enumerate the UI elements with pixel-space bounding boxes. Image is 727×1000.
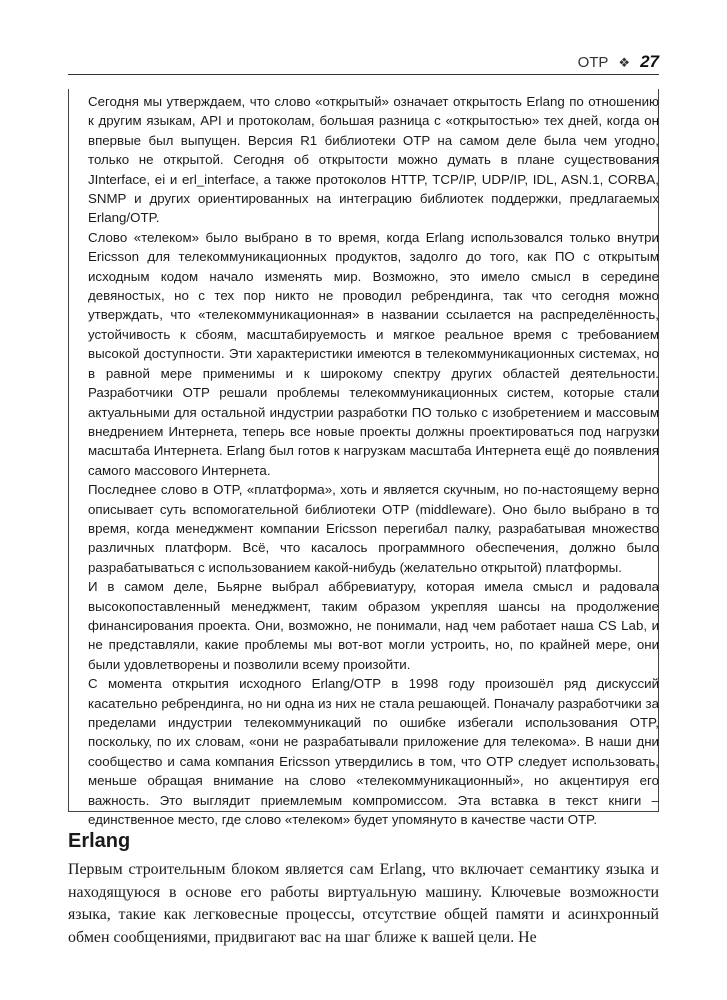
header-right [578, 52, 659, 72]
sidebar-text [88, 92, 659, 829]
sidebar-paragraph: Сегодня мы утверждаем, что слово «открытый» означает открытость Erlang по отношению к другим языкам, API и протоколам, большая разница с «открытостью» тех дней, когда он впервые был выпущен. Версия R1 библиотеки OTP на самом деле была чем угодно, только не открытой. Сегодня об открытости можно думать в плане существования JInterface, ei и erl_interface, а также протоколов HTTP, TCP/IP, UDP/IP, IDL, ASN.1, CORBA, SNMP и других ориентированных на интеграцию библиотек поддержки, предлагаемых Erlang/OTP. [88, 94, 659, 226]
sidebar-paragraph: С момента открытия исходного Erlang/OTP в 1998 году произошёл ряд дискуссий касательно ребрендинга, но ни одна из них не стала решающей. Поначалу разработчики за пределами индустрии телекоммуникаций по ошибке избегали использования OTP, поскольку, по их словам, «они не разрабатывали приложение для телекома». В наши дни сообщество и сама компания Ericsson утвердились в том, что OTP следует использовать, меньше обращая внимание на слово «телекоммуникационный», но акцентируя его важность. Это выглядит приемлемым компромиссом. Эта вставка в текст книги – единственное место, где слово «телеком» будет упомянуто в качестве части OTP. [88, 676, 659, 828]
running-header [68, 50, 659, 75]
section-heading: Erlang [68, 830, 131, 852]
chapter-title: OTP [577, 54, 609, 71]
sidebar-paragraph: Слово «телеком» было выбрано в то время, когда Erlang использовался только внутри Ericsson для телекоммуникационных продуктов, задолго до того, как ПО с открытым исходным кодом начало изменять мир. Возможно, это имело смысл в середине девяностых, но с тех пор никто не проводил ребрендинга, так что сегодня можно утверждать, что «телекоммуникационная» в названии ссылается на распределённость, устойчивость к сбоям, масштабируемость и мягкое реальное время с требованием высокой доступности. Эти характеристики имеются в телекоммуникационных системах, но в равной мере применимы и к широкому спектру других областей деятельности. Разработчики OTP решали проблемы телекоммуникационных систем, которые стали актуальными для остальной индустрии разработки ПО только с изобретением и массовым внедрением Интернета, теперь все новые проекты должны проектироваться под нагрузки масштаба Интернета. Erlang был готов к нагрузкам масштаба Интернета ещё до появления самого массового Интернета. [88, 229, 659, 478]
sidebar-paragraph: Последнее слово в OTP, «платформа», хоть и является скучным, но по-настоящему верно описывает суть вспомогательной библиотеки OTP (middleware). Оно было выбрано в то время, когда менеджмент компании Ericsson перегибал палку, разрабатывая множество различных платформ. Всё, что касалось программного обеспечения, должно было разрабатываться с использованием какой-нибудь (желательно открытой) платформы. [88, 482, 659, 575]
body-paragraph: Первым строительным блоком является сам Erlang, что включает семантику языка и находящуюся в основе его работы виртуальную машину. Ключевые возможности языка, такие как легковесные процессы, отсутствие общей памяти и асинхронный обмен сообщениями, придвигают вас на шаг ближе к вашей цели. Не [68, 861, 659, 946]
ornament-icon: ❖ [618, 55, 631, 70]
sidebar-paragraph: И в самом деле, Бьярне выбрал аббревиатуру, которая имела смысл и радовала высокопоставленный менеджмент, таким образом укрепляя шансы на продолжение финансирования проекта. Они, возможно, не понимали, над чем работает наша CS Lab, и не представляли, какие проблемы мы вот-вот могли устроить, но, по крайней мере, они были удовлетворены и позволили всему произойти. [88, 579, 659, 672]
page-number: 27 [640, 52, 659, 71]
